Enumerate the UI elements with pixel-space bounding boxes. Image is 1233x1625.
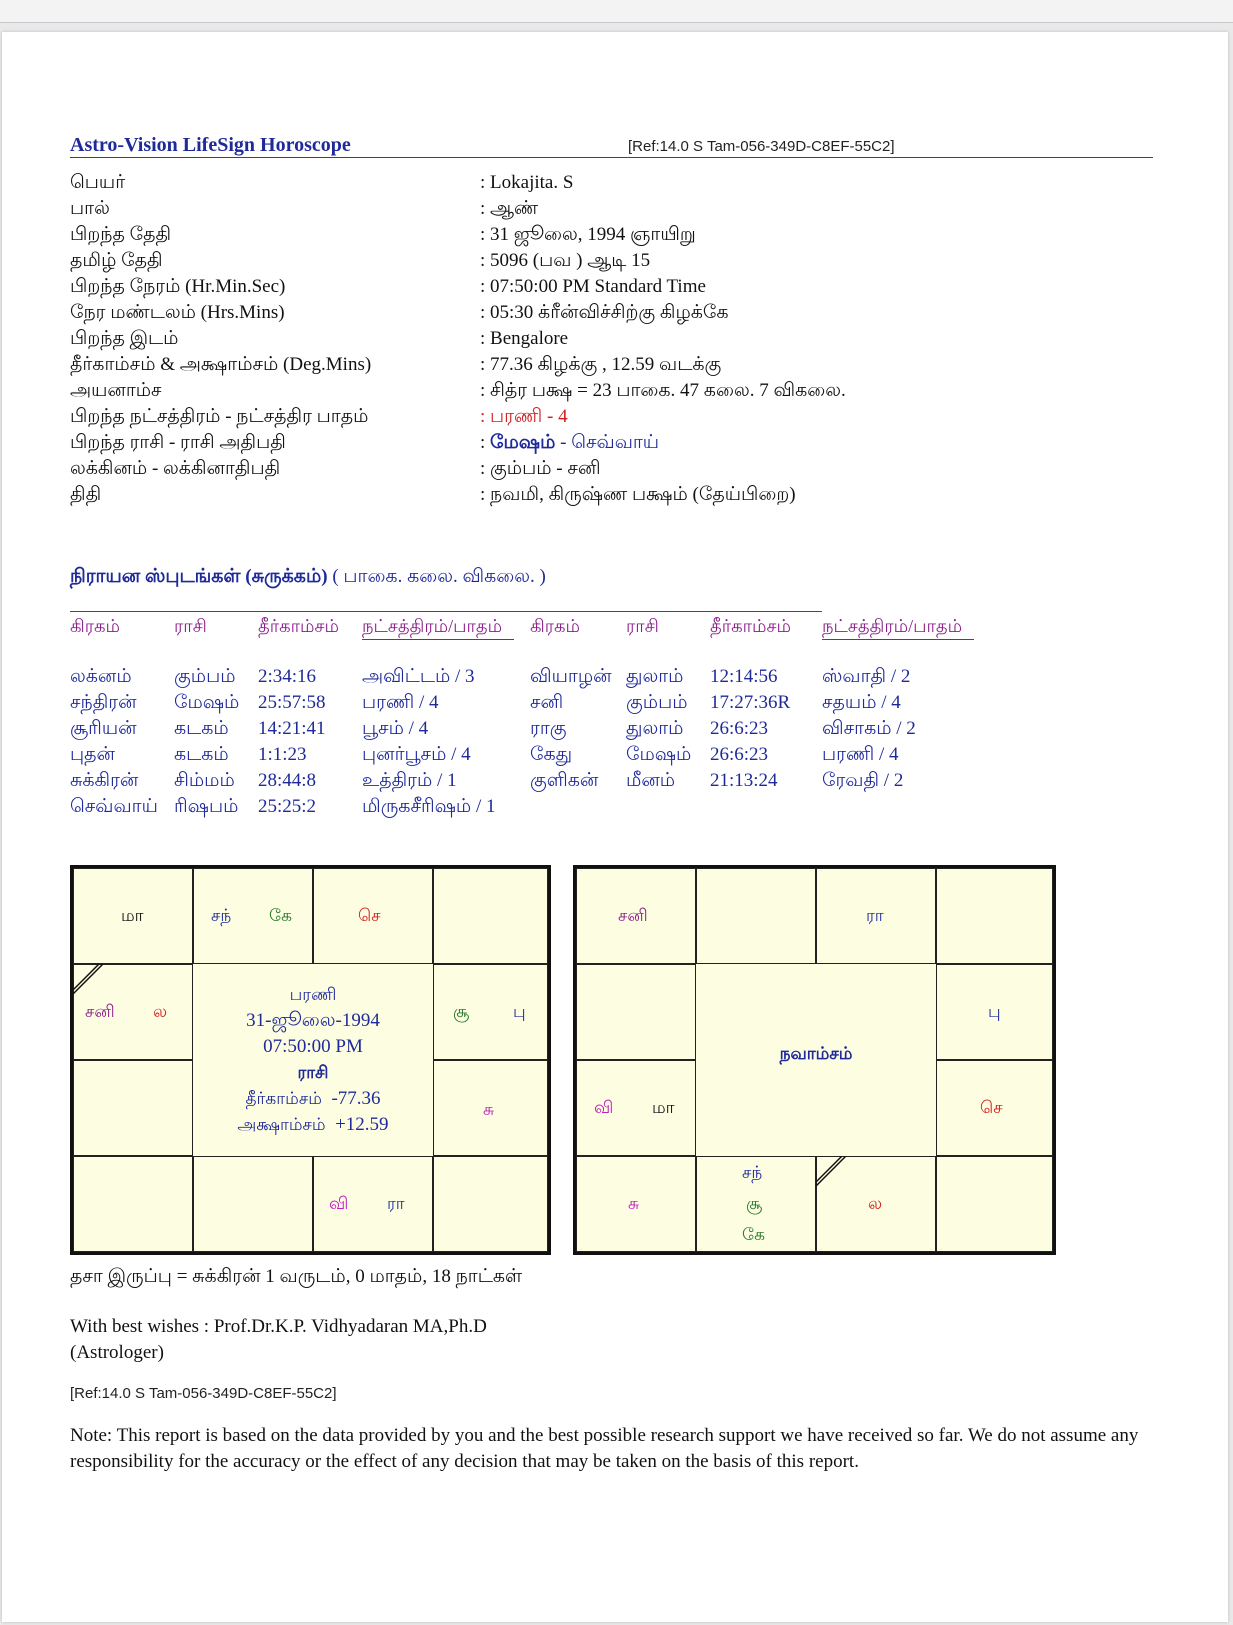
planet-longitude: 25:25:2 [258,796,317,817]
planet-rasi: சிம்மம் [174,770,235,791]
planet-rasi: மேஷம் [174,692,240,713]
wishes-line: With best wishes : Prof.Dr.K.P. Vidhyadaran MA,Ph.D [70,1316,487,1337]
house-capricorn [73,1060,193,1156]
lagna-marker-icon [73,964,103,994]
col-star-pada: நட்சத்திரம்/பாதம் [362,616,503,636]
label-birth-date: பிறந்த தேதி [70,224,172,245]
label-gender: பால் [70,198,110,219]
rasi-aquarius-lagna: ல [153,1002,168,1022]
header-underline-1 [362,639,514,640]
rasi-aries-moon: சந் [211,906,232,926]
nav-scorpio-moon: சந் [742,1163,763,1183]
rasi-libra-jupiter: வி [329,1194,349,1214]
section-title-main: நிராயன ஸ்புடங்கள் (சுருக்கம்) [70,566,328,587]
planet-name: குளிகன் [530,770,599,791]
col-longitude-2: தீர்காம்சம் [710,616,791,636]
planet-longitude: 17:27:36R [710,692,791,713]
rasi-center-latitude [193,1112,433,1138]
longitude-value: -77.36 [331,1088,381,1109]
section-title-units: ( பாகை. கலை. விகலை. ) [327,566,546,587]
nav-capricorn-mars: மா [652,1098,675,1118]
report-title: Astro-Vision LifeSign Horoscope [70,134,351,156]
nav-capricorn-jupiter: வி [594,1098,614,1118]
planet-longitude: 26:6:23 [710,744,769,765]
label-time-zone: நேர மண்டலம் (Hrs.Mins) [70,302,285,323]
value-time-zone: : 05:30 க்ரீன்விச்சிற்கு கிழக்கே [480,302,729,323]
planet-longitude: 28:44:8 [258,770,317,791]
reference-code-bottom: [Ref:14.0 S Tam-056-349D-C8EF-55C2] [70,1385,337,1402]
planet-star: புனர்பூசம் / 4 [362,744,471,765]
planet-longitude: 21:13:24 [710,770,778,791]
planet-name: வியாழன் [530,666,612,687]
planet-name: சுக்கிரன் [70,770,139,791]
nav-leo-mars: செ [980,1098,1003,1118]
longitude-label: தீர்காம்சம் [245,1089,322,1109]
latitude-value: +12.59 [335,1114,389,1135]
table-top-line [70,611,822,612]
value-ayanamsa: : சித்ர பக்ஷ = 23 பாகை. 47 கலை. 7 விகலை. [480,380,846,401]
planet-rasi: கும்பம் [626,692,688,713]
label-birth-star: பிறந்த நட்சத்திரம் - நட்சத்திர பாதம் [70,406,369,427]
label-lagna: லக்கினம் - லக்கினாதிபதி [70,458,281,479]
rasi-aries-ketu: கே [269,906,292,926]
planet-rasi: மீனம் [626,770,676,791]
label-ayanamsa: அயனாம்ச [70,380,162,401]
planet-star: அவிட்டம் / 3 [362,666,475,687]
navamsa-title: நவாம்சம் [779,1044,853,1064]
lagna-marker-icon [816,1156,846,1186]
planet-name: சந்திரன் [70,692,137,713]
rasi-center-info [193,982,433,1138]
house-gemini [936,868,1053,964]
nav-pisces-saturn: சனி [618,906,648,926]
value-birth-place: : Bengalore [480,328,569,349]
reference-code: [Ref:14.0 S Tam-056-349D-C8EF-55C2] [628,138,895,155]
dasa-balance: தசா இருப்பு = சுக்கிரன் 1 வருடம், 0 மாதம், 18 நாட்கள் [70,1266,523,1287]
col-rasi-2: ராசி [626,616,659,636]
nav-sagittarius-venus: சு [628,1194,640,1214]
planet-star: பூசம் / 4 [362,718,429,739]
label-moon-sign: பிறந்த ராசி - ராசி அதிபதி [70,432,286,453]
value-name: : Lokajita. S [480,172,574,193]
house-aquarius [576,964,696,1060]
house-cancer [433,964,548,1060]
rasi-center-longitude [193,1086,433,1112]
planet-longitude: 25:57:58 [258,692,326,713]
planet-star: சதயம் / 4 [822,692,901,713]
planet-longitude: 14:21:41 [258,718,326,739]
planet-name: சூரியன் [70,718,137,739]
planet-rasi: கும்பம் [174,666,236,687]
planet-longitude: 12:14:56 [710,666,778,687]
rasi-libra-rahu: ரா [387,1194,405,1214]
planet-longitude: 1:1:23 [258,744,307,765]
planet-star: மிருகசீரிஷம் / 1 [362,796,496,817]
latitude-label: அக்ஷாம்சம் [237,1115,326,1135]
rasi-leo-venus: சு [483,1100,495,1120]
header-underline-2 [822,639,974,640]
planet-longitude: 2:34:16 [258,666,317,687]
planet-positions-title [70,566,546,590]
rasi-center-time: 07:50:00 PM [263,1036,363,1057]
col-longitude: தீர்காம்சம் [258,616,339,636]
house-scorpio [193,1156,313,1252]
col-planet-2: கிரகம் [530,616,581,636]
planet-star: ஸ்வாதி / 2 [822,666,911,687]
rasi-pisces-mars: மா [121,906,144,926]
nav-gemini-rahu: ரா [866,906,884,926]
value-moon-sign [480,430,659,456]
value-moon-sign-lord: - செவ்வாய் [555,432,660,453]
house-sagittarius [73,1156,193,1252]
label-tamil-date: தமிழ் தேதி [70,250,163,271]
value-birth-date: : 31 ஜூலை, 1994 ஞாயிறு [480,224,696,245]
rasi-cancer-sun: சூ [453,1002,470,1022]
planet-star: பரணி / 4 [822,744,899,765]
label-name: பெயர் [70,172,126,193]
house-aries [696,868,816,964]
value-lagna: : கும்பம் - சனி [480,458,601,479]
rasi-aquarius-saturn: சனி [85,1002,115,1022]
planet-rasi: துலாம் [626,718,684,739]
nav-cancer-mercury: பு [988,1002,1001,1022]
value-birth-star: : பரணி - 4 [480,406,568,427]
planet-rasi: கடகம் [174,744,229,765]
rasi-center-title: ராசி [297,1063,329,1083]
planet-rasi: ரிஷபம் [174,796,239,817]
value-birth-time: : 07:50:00 PM Standard Time [480,276,706,297]
nav-scorpio-ketu: கே [742,1225,765,1245]
value-tamil-date: : 5096 (பவ ) ஆடி 15 [480,250,651,271]
planet-name: கேது [530,744,573,765]
label-birth-place: பிறந்த இடம் [70,328,179,349]
col-rasi: ராசி [174,616,207,636]
label-coordinates: தீர்காம்சம் & அக்ஷாம்சம் (Deg.Mins) [70,354,372,375]
planet-rasi: கடகம் [174,718,229,739]
house-virgo [433,1156,548,1252]
planet-rasi: மேஷம் [626,744,692,765]
disclaimer-note: Note: This report is based on the data provided by you and the best possible research support we have received so far. We do not assume any responsibility for the accuracy or the effect of any decision that may be taken on the basis of this report. [70,1425,1139,1472]
planet-name: ராகு [530,718,567,739]
rasi-cancer-mercury: பு [513,1002,526,1022]
planet-star: ரேவதி / 2 [822,770,904,791]
planet-name: சனி [530,692,564,713]
nav-scorpio-sun: சூ [746,1194,763,1214]
header-divider [70,157,1153,158]
house-gemini [433,868,548,964]
label-birth-time: பிறந்த நேரம் (Hr.Min.Sec) [70,276,286,297]
navamsa-chart [573,865,1056,1255]
nav-libra-lagna: ல [868,1194,883,1214]
value-gender: : ஆண் [480,198,539,219]
planet-star: உத்திரம் / 1 [362,770,457,791]
label-tithi: திதி [70,484,102,505]
rasi-chart [70,865,551,1255]
planet-name: லக்னம் [70,666,132,687]
viewer-toolbar [0,0,1233,23]
rasi-center-date: 31-ஜூலை-1994 [246,1010,380,1031]
rasi-taurus-mars: செ [358,906,381,926]
rasi-center-star: பரணி [289,985,337,1005]
value-tithi: : நவமி, கிருஷ்ண பக்ஷம் (தேய்பிறை) [480,484,796,505]
planet-rasi: துலாம் [626,666,684,687]
planet-longitude: 26:6:23 [710,718,769,739]
planet-star: விசாகம் / 2 [822,718,916,739]
astrologer-line: (Astrologer) [70,1342,164,1363]
col-star-pada-2: நட்சத்திரம்/பாதம் [822,616,963,636]
planet-name: செவ்வாய் [70,796,158,817]
house-virgo [936,1156,1053,1252]
planet-star: பரணி / 4 [362,692,439,713]
col-planet: கிரகம் [70,616,121,636]
value-moon-sign-colon: : [480,432,491,453]
planet-name: புதன் [70,744,115,765]
value-coordinates: : 77.36 கிழக்கு , 12.59 வடக்கு [480,354,722,375]
value-moon-sign-rasi: மேஷம் [490,432,556,453]
